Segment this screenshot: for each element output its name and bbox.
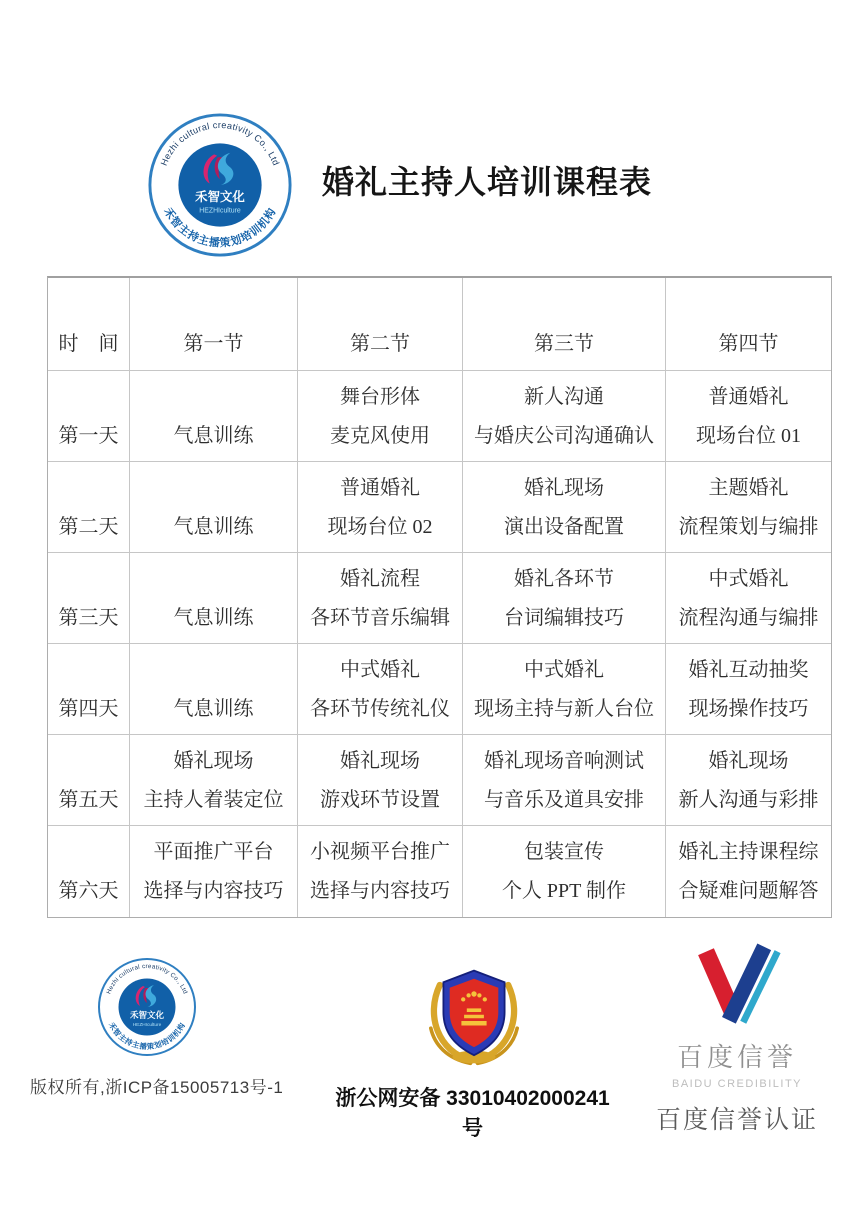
cell-line: 婚礼现场音响测试 — [484, 749, 644, 772]
cell-line: 小视频平台推广 — [310, 840, 450, 863]
table-cell — [666, 462, 831, 553]
cell-line: 舞台形体 — [340, 385, 420, 408]
cell-line: 主题婚礼 — [708, 476, 789, 499]
table-cell — [298, 644, 463, 735]
cell-line: 气息训练 — [173, 697, 254, 720]
table-cell — [666, 826, 831, 917]
cell-line: 流程策划与编排 — [678, 515, 819, 538]
cell-line: 婚礼现场 — [708, 749, 789, 772]
hezhi-logo-icon — [147, 112, 293, 258]
baidu-credibility-subtitle: BAIDU CREDIBILITY — [671, 1078, 803, 1090]
table-cell — [130, 826, 298, 917]
cell-line: 个人 PPT 制作 — [501, 880, 627, 903]
icp-copyright-text: 版权所有,浙ICP备15005713号-1 — [30, 1078, 284, 1097]
cell-line: 各环节传统礼仪 — [310, 697, 450, 720]
page-title: 婚礼主持人培训课程表 — [322, 164, 653, 200]
column-header-label: 第三节 — [534, 333, 594, 355]
cell-line: 中式婚礼 — [708, 567, 789, 590]
cell-line: 包装宣传 — [524, 840, 604, 863]
cell-line: 新人沟通与彩排 — [678, 788, 819, 811]
column-header-3 — [463, 278, 666, 371]
cell-line: 游戏环节设置 — [320, 788, 440, 811]
row-header-day5 — [48, 735, 130, 826]
column-header-time — [48, 278, 130, 371]
cell-line: 现场操作技巧 — [688, 697, 809, 720]
table-cell — [666, 735, 831, 826]
cell-line: 麦克风使用 — [330, 424, 430, 447]
table-cell — [463, 644, 666, 735]
row-header-day2 — [48, 462, 130, 553]
baidu-credibility-cert-label: 百度信誉认证 — [655, 1106, 818, 1134]
cell-line: 现场台位 01 — [696, 424, 801, 447]
column-header-label: 第四节 — [718, 333, 779, 355]
course-schedule-table — [47, 276, 832, 918]
table-cell — [298, 735, 463, 826]
cell-line: 现场台位 02 — [327, 515, 433, 538]
cell-line: 演出设备配置 — [504, 515, 624, 538]
table-cell — [463, 462, 666, 553]
table-cell — [298, 371, 463, 462]
table-cell — [298, 826, 463, 917]
row-header-day3 — [48, 553, 130, 644]
police-badge-icon — [420, 956, 528, 1068]
hezhi-logo-icon-small — [97, 957, 197, 1057]
cell-line: 婚礼现场 — [524, 476, 604, 499]
cell-line: 婚礼现场 — [340, 749, 420, 772]
row-header-day1 — [48, 371, 130, 462]
cell-line: 与音乐及道具安排 — [484, 788, 644, 811]
cell-line: 婚礼现场 — [173, 749, 254, 772]
column-header-4 — [666, 278, 831, 371]
cell-line: 中式婚礼 — [524, 658, 604, 681]
cell-line: 气息训练 — [173, 515, 254, 538]
column-header-label: 时 间 — [58, 333, 119, 355]
table-cell — [463, 826, 666, 917]
cell-line: 合疑难问题解答 — [678, 880, 819, 903]
row-header-day4 — [48, 644, 130, 735]
cell-line: 婚礼各环节 — [514, 567, 614, 590]
cell-line: 流程沟通与编排 — [678, 606, 819, 629]
cell-line: 普通婚礼 — [708, 385, 789, 408]
table-cell — [666, 644, 831, 735]
table-cell — [666, 553, 831, 644]
table-cell — [298, 462, 463, 553]
cell-line: 平面推广平台 — [153, 840, 274, 863]
cell-line: 选择与内容技巧 — [143, 880, 284, 903]
column-header-2 — [298, 278, 463, 371]
row-header-label: 第三天 — [58, 606, 119, 629]
column-header-label: 第一节 — [183, 333, 244, 355]
table-cell — [666, 371, 831, 462]
cell-line: 主持人着装定位 — [143, 788, 284, 811]
cell-line: 与婚庆公司沟通确认 — [474, 424, 654, 447]
row-header-label: 第四天 — [58, 697, 119, 720]
cell-line: 婚礼互动抽奖 — [688, 658, 809, 681]
table-cell — [130, 644, 298, 735]
row-header-label: 第二天 — [58, 515, 119, 538]
table-cell — [463, 735, 666, 826]
cell-line: 现场主持与新人台位 — [474, 697, 654, 720]
baidu-v-icon — [685, 942, 790, 1030]
table-cell — [130, 735, 298, 826]
cell-line: 台词编辑技巧 — [504, 606, 624, 629]
table-cell — [130, 462, 298, 553]
table-cell — [463, 553, 666, 644]
cell-line: 普通婚礼 — [340, 476, 420, 499]
cell-line: 婚礼流程 — [340, 567, 420, 590]
row-header-label: 第一天 — [58, 424, 119, 447]
column-header-1 — [130, 278, 298, 371]
table-cell — [130, 553, 298, 644]
cell-line: 各环节音乐编辑 — [310, 606, 450, 629]
row-header-label: 第五天 — [58, 788, 119, 811]
cell-line: 选择与内容技巧 — [310, 880, 450, 903]
row-header-label: 第六天 — [58, 880, 119, 903]
baidu-credibility-block — [652, 942, 822, 1136]
cell-line: 气息训练 — [173, 424, 254, 447]
table-cell — [463, 371, 666, 462]
column-header-label: 第二节 — [350, 333, 410, 355]
table-cell — [130, 371, 298, 462]
cell-line: 气息训练 — [173, 606, 254, 629]
police-filing-number: 浙公网安备 33010402000241号 — [335, 1087, 610, 1140]
table-cell — [298, 553, 463, 644]
cell-line: 婚礼主持课程综 — [678, 840, 819, 863]
cell-line: 中式婚礼 — [340, 658, 420, 681]
cell-line: 新人沟通 — [524, 385, 604, 408]
baidu-credibility-title: 百度信誉 — [676, 1042, 797, 1072]
row-header-day6 — [48, 826, 130, 917]
